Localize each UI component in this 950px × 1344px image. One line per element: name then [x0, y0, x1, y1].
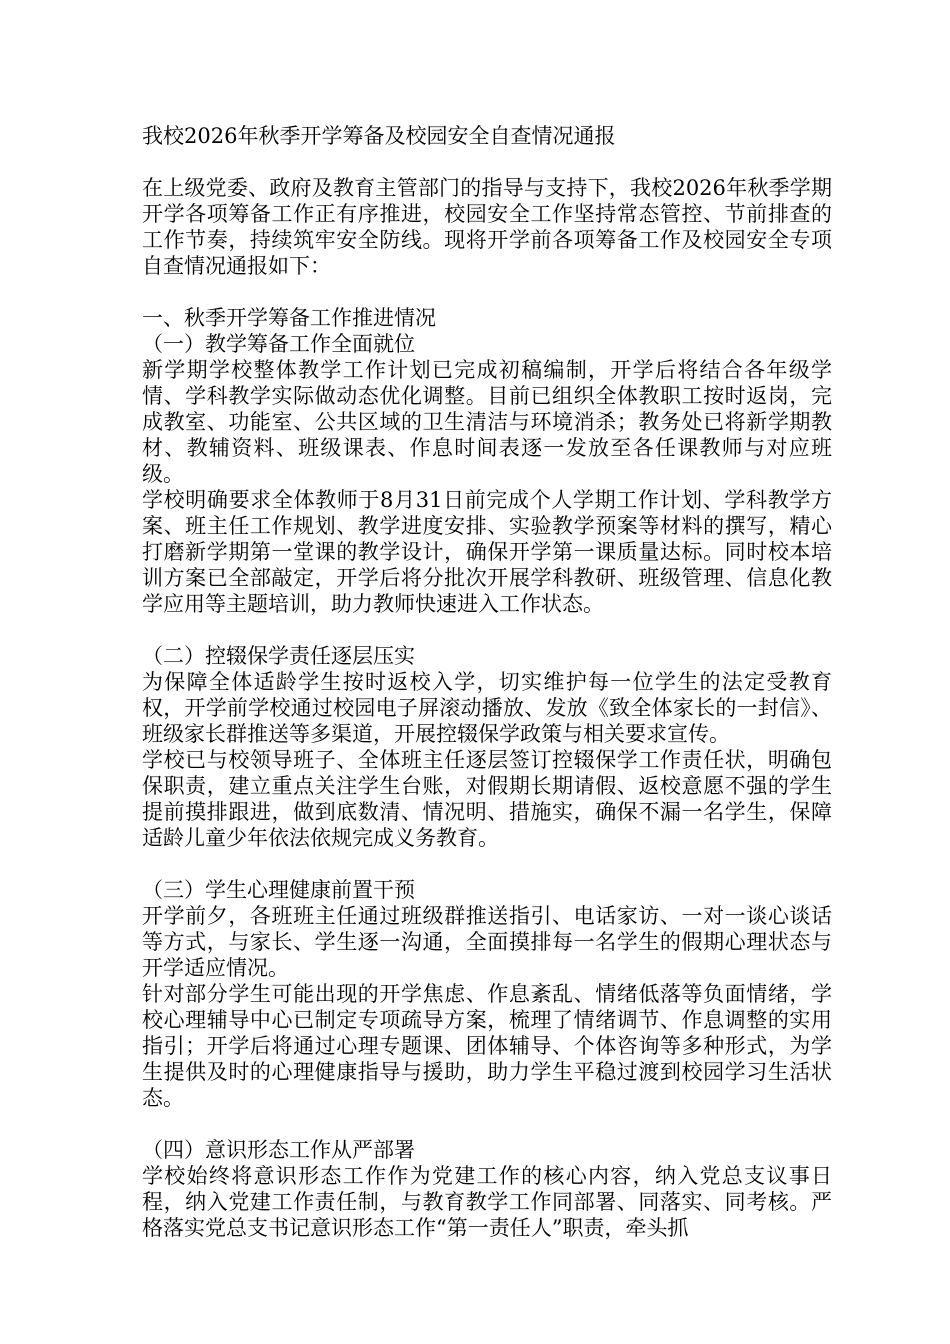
document-body	[142, 123, 832, 1241]
body-paragraph: 学校明确要求全体教师于8月31日前完成个人学期工作计划、学科教学方案、班主任工作规划、教学进度安排、实验教学预案等材料的撰写，精心打磨新学期第一堂课的教学设计，确保开学第一课质量达标。同时校本培训方案已全部敲定，开学后将分批次开展学科教研、班级管理、信息化教学应用等主题培训，助力教师快速进入工作状态。	[142, 488, 832, 616]
intro-paragraph: 在上级党委、政府及教育主管部门的指导与支持下，我校2026年秋季学期开学各项筹备工作正有序推进，校园安全工作坚持常态管控、节前排查的工作节奏，持续筑牢安全防线。现将开学前各项筹备工作及校园安全专项自查情况通报如下：	[142, 176, 832, 278]
subsection-heading: （三）学生心理健康前置干预	[142, 878, 415, 902]
subsection-heading: （二）控辍保学责任逐层压实	[142, 644, 415, 668]
spacer	[142, 851, 832, 877]
document-title: 我校2026年秋季开学筹备及校园安全自查情况通报	[142, 124, 616, 148]
section-heading: 一、秋季开学筹备工作推进情况	[142, 306, 436, 330]
body-paragraph: 开学前夕，各班班主任通过班级群推送指引、电话家访、一对一谈心谈话等方式，与家长、学生逐一沟通，全面摸排每一名学生的假期心理状态与开学适应情况。	[142, 904, 832, 980]
body-paragraph: 新学期学校整体教学工作计划已完成初稿编制，开学后将结合各年级学情、学科教学实际做动态优化调整。目前已组织全体教职工按时返岗，完成教室、功能室、公共区域的卫生清洁与环境消杀；教务处已将新学期教材、教辅资料、班级课表、作息时间表逐一发放至各任课教师与对应班级。	[142, 358, 832, 486]
subsection-heading: （四）意识形态工作从严部署	[142, 1138, 415, 1162]
body-paragraph: 针对部分学生可能出现的开学焦虑、作息紊乱、情绪低落等负面情绪，学校心理辅导中心已制定专项疏导方案，梳理了情绪调节、作息调整的实用指引；开学后将通过心理专题课、团体辅导、个体咨询等多种形式，为学生提供及时的心理健康指导与援助，助力学生平稳过渡到校园学习生活状态。	[142, 982, 832, 1110]
spacer	[142, 279, 832, 305]
body-paragraph: 学校始终将意识形态工作作为党建工作的核心内容，纳入党总支议事日程，纳入党建工作责任制，与教育教学工作同部署、同落实、同考核。严格落实党总支书记意识形态工作“第一责任人”职责，牵头抓	[142, 1164, 832, 1240]
subsection-heading: （一）教学筹备工作全面就位	[142, 332, 415, 356]
body-paragraph: 为保障全体适龄学生按时返校入学，切实维护每一位学生的法定受教育权，开学前学校通过校园电子屏滚动播放、发放《致全体家长的一封信》、班级家长群推送等多渠道，开展控辍保学政策与相关要求宣传。	[142, 670, 832, 746]
spacer	[142, 1111, 832, 1137]
spacer	[142, 617, 832, 643]
body-paragraph: 学校已与校领导班子、全体班主任逐层签订控辍保学工作责任状，明确包保职责，建立重点关注学生台账，对假期长期请假、返校意愿不强的学生提前摸排跟进，做到底数清、情况明、措施实，确保不漏一名学生，保障适龄儿童少年依法依规完成义务教育。	[142, 748, 832, 850]
